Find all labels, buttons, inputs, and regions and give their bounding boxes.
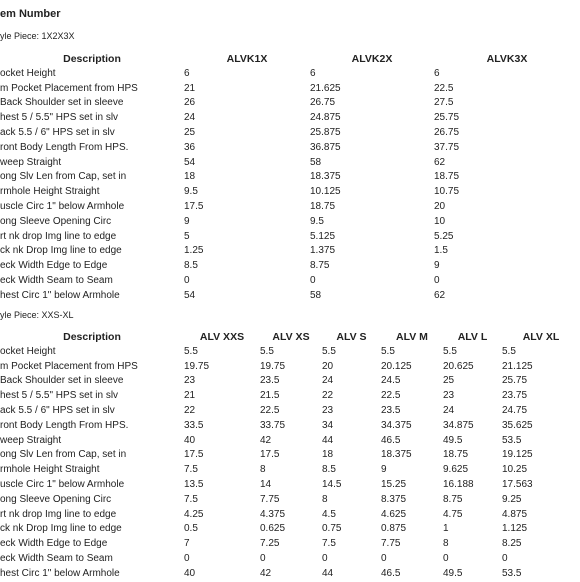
table-row	[0, 493, 580, 508]
measurement-cell: 0	[184, 552, 190, 564]
measurement-cell: 23	[184, 375, 196, 387]
measurement-cell: 35.625	[502, 419, 533, 431]
measurement-cell: 42	[260, 567, 272, 579]
measurement-cell: 9.5	[184, 186, 198, 198]
measurement-cell: 24	[443, 404, 455, 416]
measurement-cell: 23	[322, 404, 334, 416]
measurement-cell: 23	[443, 390, 455, 402]
measurement-cell: 25	[443, 375, 455, 387]
row-description: ong Slv Len from Cap, set in	[0, 171, 127, 183]
measurement-cell: 21	[184, 82, 196, 94]
measurement-cell: 8.25	[502, 538, 522, 550]
row-description: weep Straight	[0, 156, 62, 168]
measurement-cell: 0.625	[260, 523, 286, 535]
measurement-cell: 1.25	[184, 245, 204, 257]
spec-table-1-body	[0, 67, 580, 304]
column-header: Description	[63, 331, 121, 343]
measurement-cell: 27.5	[434, 97, 454, 109]
measurement-cell: 9	[184, 215, 190, 227]
table-row	[0, 67, 580, 82]
measurement-cell: 21.125	[502, 360, 533, 372]
measurement-cell: 40	[184, 434, 196, 446]
page-title: em Number	[0, 8, 61, 20]
row-description: ront Body Length From HPS.	[0, 141, 129, 153]
table-row	[0, 82, 580, 97]
measurement-cell: 36.875	[310, 141, 341, 153]
measurement-cell: 58	[310, 156, 322, 168]
row-description: uscle Circ 1" below Armhole	[0, 200, 125, 212]
measurement-cell: 18	[184, 171, 196, 183]
measurement-cell: 5.125	[310, 230, 336, 242]
row-description: hest 5 / 5.5" HPS set in slv	[0, 390, 119, 402]
measurement-cell: 44	[322, 434, 334, 446]
column-header: ALV XL	[522, 331, 560, 343]
measurement-cell: 6	[434, 67, 440, 79]
measurement-cell: 22.5	[381, 390, 401, 402]
table-row	[0, 404, 580, 419]
measurement-cell: 0	[381, 552, 387, 564]
measurement-cell: 8	[260, 464, 266, 476]
measurement-cell: 5.5	[502, 345, 516, 357]
column-header: ALV M	[396, 331, 428, 343]
row-description: hest Circ 1" below Armhole	[0, 289, 120, 301]
measurement-cell: 44	[322, 567, 334, 579]
measurement-cell: 9.5	[310, 215, 324, 227]
row-description: ack 5.5 / 6" HPS set in slv	[0, 404, 115, 416]
measurement-cell: 21.5	[260, 390, 280, 402]
measurement-cell: 7.75	[260, 493, 280, 505]
measurement-cell: 24.875	[310, 112, 341, 124]
measurement-cell: 37.75	[434, 141, 460, 153]
row-description: rt nk drop Img line to edge	[0, 508, 117, 520]
table-row	[0, 141, 580, 156]
measurement-cell: 7.75	[381, 538, 401, 550]
measurement-cell: 17.5	[184, 449, 204, 461]
spec-table-2-body	[0, 345, 580, 582]
measurement-cell: 4.5	[322, 508, 336, 520]
measurement-cell: 17.563	[502, 478, 533, 490]
measurement-cell: 18.75	[310, 200, 336, 212]
measurement-cell: 18	[322, 449, 334, 461]
row-description: uscle Circ 1" below Armhole	[0, 478, 125, 490]
style-piece-label-2: yle Piece: XXS-XL	[0, 310, 74, 320]
table-row	[0, 360, 580, 375]
table-row	[0, 126, 580, 141]
column-header: ALV XXS	[199, 331, 245, 343]
row-description: m Pocket Placement from HPS	[0, 360, 138, 372]
table-row	[0, 274, 580, 289]
measurement-cell: 13.5	[184, 478, 204, 490]
measurement-cell: 20	[434, 200, 446, 212]
measurement-cell: 10.125	[310, 186, 341, 198]
measurement-cell: 53.5	[502, 434, 522, 446]
measurement-cell: 17.5	[184, 200, 204, 212]
style-piece-label-1: yle Piece: 1X2X3X	[0, 31, 75, 41]
measurement-cell: 9	[434, 260, 440, 272]
measurement-cell: 25.875	[310, 126, 341, 138]
table-row	[0, 111, 580, 126]
measurement-cell: 24.5	[381, 375, 401, 387]
measurement-cell: 9	[381, 464, 387, 476]
measurement-cell: 4.25	[184, 508, 204, 520]
measurement-cell: 25.75	[502, 375, 528, 387]
row-description: hest 5 / 5.5" HPS set in slv	[0, 112, 119, 124]
table-row	[0, 389, 580, 404]
measurement-cell: 0.875	[381, 523, 407, 535]
measurement-cell: 18.375	[381, 449, 412, 461]
measurement-cell: 8	[322, 493, 328, 505]
measurement-cell: 8.375	[381, 493, 407, 505]
row-description: ack 5.5 / 6" HPS set in slv	[0, 126, 115, 138]
measurement-cell: 19.75	[184, 360, 210, 372]
measurement-cell: 0	[322, 552, 328, 564]
measurement-cell: 8.5	[184, 260, 198, 272]
spec-table-2-header	[0, 330, 580, 345]
row-description: m Pocket Placement from HPS	[0, 82, 138, 94]
table-row	[0, 170, 580, 185]
measurement-cell: 22	[322, 390, 334, 402]
measurement-cell: 26.75	[310, 97, 336, 109]
row-description: ong Sleeve Opening Circ	[0, 215, 112, 227]
measurement-cell: 22.5	[260, 404, 280, 416]
measurement-cell: 16.188	[443, 478, 474, 490]
measurement-cell: 4.875	[502, 508, 528, 520]
measurement-cell: 36	[184, 141, 196, 153]
measurement-cell: 42	[260, 434, 272, 446]
table-row	[0, 567, 580, 582]
measurement-cell: 26	[184, 97, 196, 109]
column-header: ALVK1X	[226, 53, 268, 65]
measurement-cell: 9.25	[502, 493, 522, 505]
row-description: rt nk drop Img line to edge	[0, 230, 117, 242]
row-description: eck Width Seam to Seam	[0, 552, 113, 564]
measurement-cell: 0	[260, 552, 266, 564]
measurement-cell: 18.75	[443, 449, 469, 461]
measurement-cell: 46.5	[381, 434, 401, 446]
measurement-cell: 58	[310, 289, 322, 301]
table-row	[0, 374, 580, 389]
table-row	[0, 345, 580, 360]
measurement-cell: 4.375	[260, 508, 286, 520]
measurement-cell: 33.5	[184, 419, 204, 431]
spec-table-1-header	[0, 52, 580, 67]
measurement-cell: 33.75	[260, 419, 286, 431]
table-row	[0, 537, 580, 552]
measurement-cell: 14	[260, 478, 272, 490]
measurement-cell: 9.625	[443, 464, 469, 476]
measurement-cell: 5.5	[443, 345, 457, 357]
measurement-cell: 5.25	[434, 230, 454, 242]
table-row	[0, 259, 580, 274]
measurement-cell: 34.875	[443, 419, 474, 431]
measurement-cell: 62	[434, 289, 446, 301]
table-row	[0, 289, 580, 304]
measurement-cell: 7.5	[184, 493, 198, 505]
measurement-cell: 8.75	[443, 493, 463, 505]
measurement-cell: 7.5	[184, 464, 198, 476]
measurement-cell: 19.125	[502, 449, 533, 461]
measurement-cell: 49.5	[443, 434, 463, 446]
measurement-cell: 40	[184, 567, 196, 579]
measurement-cell: 25	[184, 126, 196, 138]
measurement-cell: 7.5	[322, 538, 336, 550]
measurement-cell: 34.375	[381, 419, 412, 431]
measurement-cell: 0	[184, 274, 190, 286]
measurement-cell: 20	[322, 360, 334, 372]
table-row	[0, 448, 580, 463]
measurement-cell: 22	[184, 404, 196, 416]
measurement-cell: 0	[502, 552, 508, 564]
measurement-cell: 53.5	[502, 567, 522, 579]
column-header: ALVK2X	[351, 53, 393, 65]
column-header: ALV L	[457, 331, 488, 343]
measurement-cell: 23.75	[502, 390, 528, 402]
measurement-cell: 24	[184, 112, 196, 124]
table-row	[0, 185, 580, 200]
measurement-cell: 18.375	[310, 171, 341, 183]
measurement-cell: 6	[184, 67, 190, 79]
measurement-cell: 24	[322, 375, 334, 387]
row-description: ck nk Drop Img line to edge	[0, 245, 122, 257]
measurement-cell: 5.5	[322, 345, 336, 357]
measurement-cell: 23.5	[381, 404, 401, 416]
table-row	[0, 156, 580, 171]
measurement-cell: 46.5	[381, 567, 401, 579]
row-description: eck Width Edge to Edge	[0, 538, 108, 550]
measurement-cell: 0	[310, 274, 316, 286]
row-description: eck Width Edge to Edge	[0, 260, 108, 272]
row-description: ocket Height	[0, 67, 56, 79]
measurement-cell: 6	[310, 67, 316, 79]
row-description: hest Circ 1" below Armhole	[0, 567, 120, 579]
measurement-cell: 26.75	[434, 126, 460, 138]
measurement-cell: 7	[184, 538, 190, 550]
measurement-cell: 23.5	[260, 375, 280, 387]
column-header: ALV S	[336, 331, 367, 343]
row-description: ocket Height	[0, 345, 56, 357]
spec-table-2	[0, 330, 580, 582]
measurement-cell: 19.75	[260, 360, 286, 372]
measurement-cell: 14.5	[322, 478, 342, 490]
table-row	[0, 96, 580, 111]
measurement-cell: 0	[434, 274, 440, 286]
measurement-cell: 21	[184, 390, 196, 402]
measurement-cell: 4.75	[443, 508, 463, 520]
row-description: ong Slv Len from Cap, set in	[0, 449, 127, 461]
table-row	[0, 463, 580, 478]
row-description: rmhole Height Straight	[0, 186, 100, 198]
column-header: Description	[63, 53, 121, 65]
measurement-cell: 20.125	[381, 360, 412, 372]
measurement-cell: 17.5	[260, 449, 280, 461]
measurement-cell: 1	[443, 523, 449, 535]
measurement-cell: 7.25	[260, 538, 280, 550]
measurement-cell: 62	[434, 156, 446, 168]
table-row	[0, 215, 580, 230]
table-row	[0, 230, 580, 245]
row-description: rmhole Height Straight	[0, 464, 100, 476]
table-row	[0, 200, 580, 215]
measurement-cell: 1.375	[310, 245, 336, 257]
measurement-cell: 5.5	[260, 345, 274, 357]
table-row	[0, 434, 580, 449]
measurement-cell: 15.25	[381, 478, 407, 490]
table-row	[0, 244, 580, 259]
column-header: ALV XS	[272, 331, 310, 343]
row-description: ong Sleeve Opening Circ	[0, 493, 112, 505]
table-row	[0, 522, 580, 537]
measurement-cell: 1.5	[434, 245, 448, 257]
measurement-cell: 8	[443, 538, 449, 550]
table-row	[0, 508, 580, 523]
measurement-cell: 25.75	[434, 112, 460, 124]
row-description: ck nk Drop Img line to edge	[0, 523, 122, 535]
measurement-cell: 10.75	[434, 186, 460, 198]
spec-table-1	[0, 52, 580, 304]
measurement-cell: 18.75	[434, 171, 460, 183]
measurement-cell: 5	[184, 230, 190, 242]
measurement-cell: 20.625	[443, 360, 474, 372]
measurement-cell: 1.125	[502, 523, 528, 535]
measurement-cell: 0.75	[322, 523, 342, 535]
measurement-cell: 8.5	[322, 464, 336, 476]
measurement-cell: 8.75	[310, 260, 330, 272]
measurement-cell: 21.625	[310, 82, 341, 94]
measurement-cell: 54	[184, 156, 196, 168]
table-row	[0, 478, 580, 493]
measurement-cell: 24.75	[502, 404, 528, 416]
row-description: weep Straight	[0, 434, 62, 446]
measurement-cell: 4.625	[381, 508, 407, 520]
measurement-cell: 22.5	[434, 82, 454, 94]
measurement-cell: 54	[184, 289, 196, 301]
measurement-cell: 10	[434, 215, 446, 227]
row-description: Back Shoulder set in sleeve	[0, 375, 124, 387]
measurement-cell: 5.5	[381, 345, 395, 357]
row-description: ront Body Length From HPS.	[0, 419, 129, 431]
column-header: ALVK3X	[486, 53, 528, 65]
row-description: Back Shoulder set in sleeve	[0, 97, 124, 109]
measurement-cell: 10.25	[502, 464, 528, 476]
table-row	[0, 419, 580, 434]
row-description: eck Width Seam to Seam	[0, 274, 113, 286]
measurement-cell: 49.5	[443, 567, 463, 579]
measurement-cell: 0	[443, 552, 449, 564]
measurement-cell: 5.5	[184, 345, 198, 357]
measurement-cell: 34	[322, 419, 334, 431]
table-row	[0, 552, 580, 567]
measurement-cell: 0.5	[184, 523, 198, 535]
